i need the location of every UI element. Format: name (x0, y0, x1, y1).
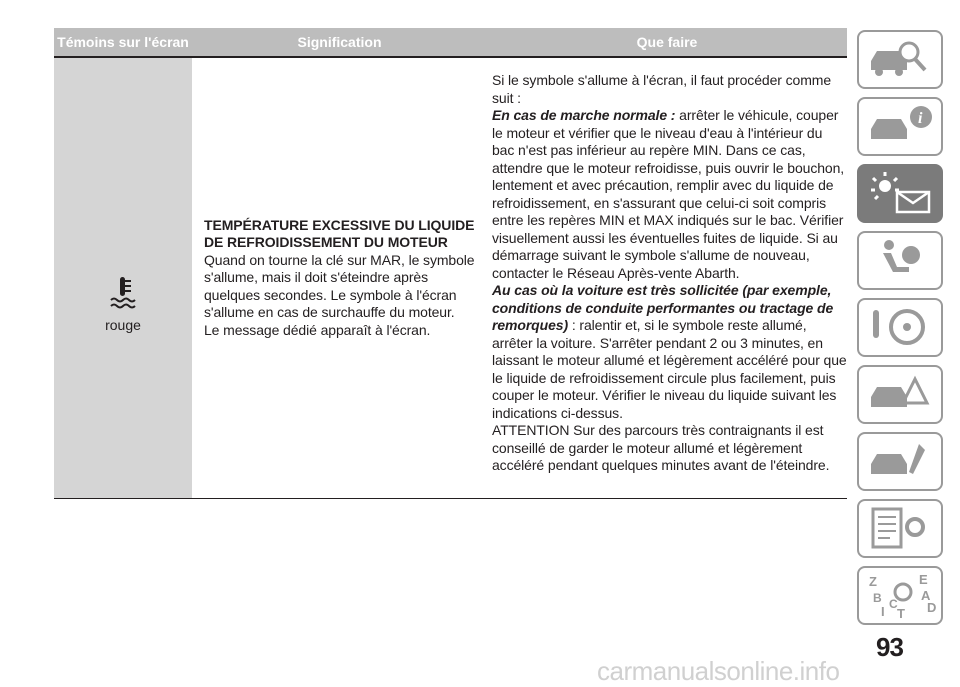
tab-starting-driving[interactable] (857, 298, 943, 357)
car-info-icon (859, 99, 941, 154)
tab-maintenance[interactable] (857, 432, 943, 491)
signification-cell (194, 58, 485, 498)
normal-text: arrêter le véhicule, couper le moteur et vérifier que le niveau d'eau à l'intérieur du bac n'est pas inférieur au repère MIN. Dans ce cas, attendre que le moteur refroidisse, puis ouvrir le bouchon, lentement et avec précaution, remplir avec du liquide de refroidissement, en s'assurant que celui-ci soit compris entre les repères MIN et MAX indiqués sur le bac. Vérifier visuellement aussi les éventuelles fuites de liquide. Si au démarrage suivant le symbole s'allume de nouveau, contacter le Réseau Après-vente Abarth. (492, 107, 845, 281)
car-maintenance-icon (859, 434, 941, 489)
que-faire-cell (487, 58, 847, 498)
tab-car-info[interactable] (857, 97, 943, 156)
solicited-paragraph (492, 282, 847, 422)
temoin-cell (54, 58, 192, 498)
que-faire-intro: Si le symbole s'allume à l'écran, il faut procéder comme suit : (492, 72, 832, 106)
svg-text:A: A (921, 588, 931, 603)
warning-light-message-icon (859, 166, 941, 221)
tab-emergency[interactable] (857, 365, 943, 424)
svg-text:i: i (918, 110, 923, 127)
icon-color-label: rouge (105, 317, 141, 333)
coolant-temperature-warning-icon (103, 276, 143, 310)
header-temoins: Témoins sur l'écran (57, 34, 189, 50)
tab-technical-data[interactable] (857, 499, 943, 558)
signification-message: Le message dédié apparaît à l'écran. (204, 321, 431, 338)
solicited-text: : ralentir et, si le symbole reste allumé, arrêter la voiture. S'arrêter pendant 2 ou 3 minutes, en laissant le moteur allumé et légèrement accéléré pour que le liquide de refroidissement circule plus facilement, puis couper le moteur. Vérifier le niveau du liquide suivant les indications ci-dessus. (492, 317, 847, 421)
table-bottom-rule (54, 498, 847, 499)
normal-title: En cas de marche normale : (492, 107, 676, 123)
header-que-faire: Que faire (636, 34, 698, 50)
technical-data-icon (859, 501, 941, 556)
car-search-icon (859, 32, 941, 87)
svg-text:T: T (897, 606, 905, 621)
normal-paragraph (492, 107, 847, 282)
svg-text:D: D (927, 600, 937, 615)
page-number: 93 (876, 632, 903, 662)
signification-body: Quand on tourne la clé sur MAR, le symbole s'allume, mais il doit s'éteindre après quelques secondes. Le symbole à l'écran s'allume en cas de surchauffe du moteur. (204, 251, 475, 321)
svg-text:C: C (889, 597, 898, 611)
tab-car-search[interactable] (857, 30, 943, 89)
tab-warning-lights[interactable] (857, 164, 943, 223)
svg-text:Z: Z (869, 574, 877, 589)
key-steering-wheel-icon (859, 300, 941, 355)
svg-text:E: E (919, 572, 928, 587)
solicited-title: Au cas où la voiture est très sollicitée (par exemple, conditions de conduite performantes ou tractage de remorques) (492, 282, 834, 333)
attention-text: ATTENTION Sur des parcours très contraignants il est conseillé de garder le moteur allumé et légèrement accéléré pendant quelques minutes avant de l'éteindre. (492, 422, 830, 473)
watermark: carmanualsonline.info (597, 656, 840, 686)
alphabetical-index-icon (859, 568, 941, 623)
warning-lights-table (54, 28, 847, 499)
tab-index[interactable] (857, 566, 943, 625)
table-row (54, 58, 847, 498)
table-header (54, 28, 847, 56)
airbag-seat-icon (859, 233, 941, 288)
svg-text:B: B (873, 591, 882, 605)
svg-text:I: I (881, 604, 885, 619)
signification-title: TEMPÉRATURE EXCESSIVE DU LIQUIDE DE REFROIDISSEMENT DU MOTEUR (204, 216, 475, 251)
tab-airbag[interactable] (857, 231, 943, 290)
header-signification: Signification (297, 34, 382, 50)
car-emergency-icon (859, 367, 941, 422)
